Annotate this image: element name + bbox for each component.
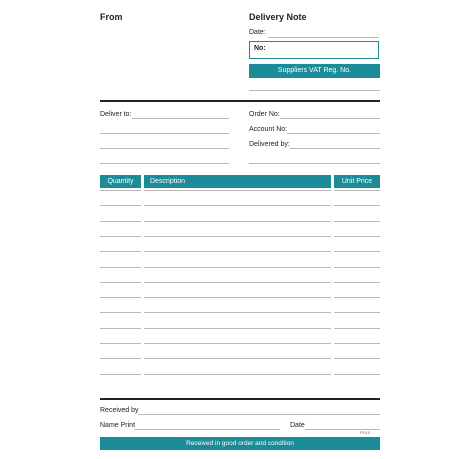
unit-price-cell[interactable] [334,236,380,237]
description-cell[interactable] [144,328,331,329]
quantity-cell[interactable] [100,312,141,313]
delivered-by-line-2[interactable] [249,163,380,164]
unit-price-cell[interactable] [334,251,380,252]
unit-price-cell[interactable] [334,221,380,222]
description-cell[interactable] [144,374,331,375]
header-date-line[interactable] [268,37,379,38]
unit-price-cell[interactable] [334,297,380,298]
unit-price-cell[interactable] [334,343,380,344]
unit-price-cell[interactable] [334,282,380,283]
description-cell[interactable] [144,312,331,313]
description-cell[interactable] [144,343,331,344]
description-cell[interactable] [144,221,331,222]
quantity-cell[interactable] [100,343,141,344]
name-print-line[interactable] [134,429,280,430]
quantity-cell[interactable] [100,328,141,329]
received-by-label: Received by [100,407,139,414]
unit-price-cell[interactable] [334,205,380,206]
deliver-to-label: Deliver to: [100,111,132,118]
footer-divider [100,398,380,400]
number-label: No: [254,45,266,52]
description-cell[interactable] [144,190,331,191]
quantity-cell[interactable] [100,251,141,252]
section-divider [100,100,380,102]
quantity-cell[interactable] [100,205,141,206]
unit-price-cell[interactable] [334,328,380,329]
description-cell[interactable] [144,236,331,237]
quantity-cell[interactable] [100,267,141,268]
vat-reg-banner [249,64,380,78]
unit-price-header-label: Unit Price [341,178,373,185]
delivered-by-label: Delivered by: [249,141,290,148]
delivered-by-line-1[interactable] [290,148,380,149]
condition-banner-label: Received in good order and condition [186,440,294,447]
quantity-header-label: Quantity [107,178,134,185]
unit-price-cell[interactable] [334,374,380,375]
from-label: From [100,12,123,22]
number-box[interactable] [249,41,379,59]
quantity-cell[interactable] [100,297,141,298]
form-code: PD10 [360,430,371,435]
deliver-to-line-4[interactable] [100,163,229,164]
quantity-cell[interactable] [100,236,141,237]
header-date-label: Date: [249,29,266,36]
deliver-to-line-1[interactable] [132,118,229,119]
quantity-cell[interactable] [100,358,141,359]
condition-banner [100,437,380,450]
account-no-line[interactable] [287,133,380,134]
description-cell[interactable] [144,282,331,283]
description-cell[interactable] [144,297,331,298]
quantity-cell[interactable] [100,221,141,222]
deliver-to-line-3[interactable] [100,148,229,149]
name-print-label: Name Print [100,422,136,429]
footer-date-label: Date [290,422,305,429]
quantity-header [100,175,141,188]
document-title: Delivery Note [249,12,307,22]
description-header-label: Description [150,178,186,185]
unit-price-cell[interactable] [334,358,380,359]
description-header [144,175,331,188]
quantity-cell[interactable] [100,190,141,191]
unit-price-cell[interactable] [334,267,380,268]
vat-reg-line[interactable] [249,90,380,91]
unit-price-cell[interactable] [334,312,380,313]
received-by-line[interactable] [138,414,380,415]
unit-price-header [334,175,380,188]
description-cell[interactable] [144,251,331,252]
vat-reg-label: Suppliers VAT Reg. No. [277,67,352,74]
unit-price-cell[interactable] [334,190,380,191]
deliver-to-line-2[interactable] [100,133,229,134]
description-cell[interactable] [144,358,331,359]
description-cell[interactable] [144,205,331,206]
quantity-cell[interactable] [100,374,141,375]
description-cell[interactable] [144,267,331,268]
order-no-line[interactable] [280,118,380,119]
order-no-label: Order No: [249,111,280,118]
quantity-cell[interactable] [100,282,141,283]
account-no-label: Account No: [249,126,288,133]
